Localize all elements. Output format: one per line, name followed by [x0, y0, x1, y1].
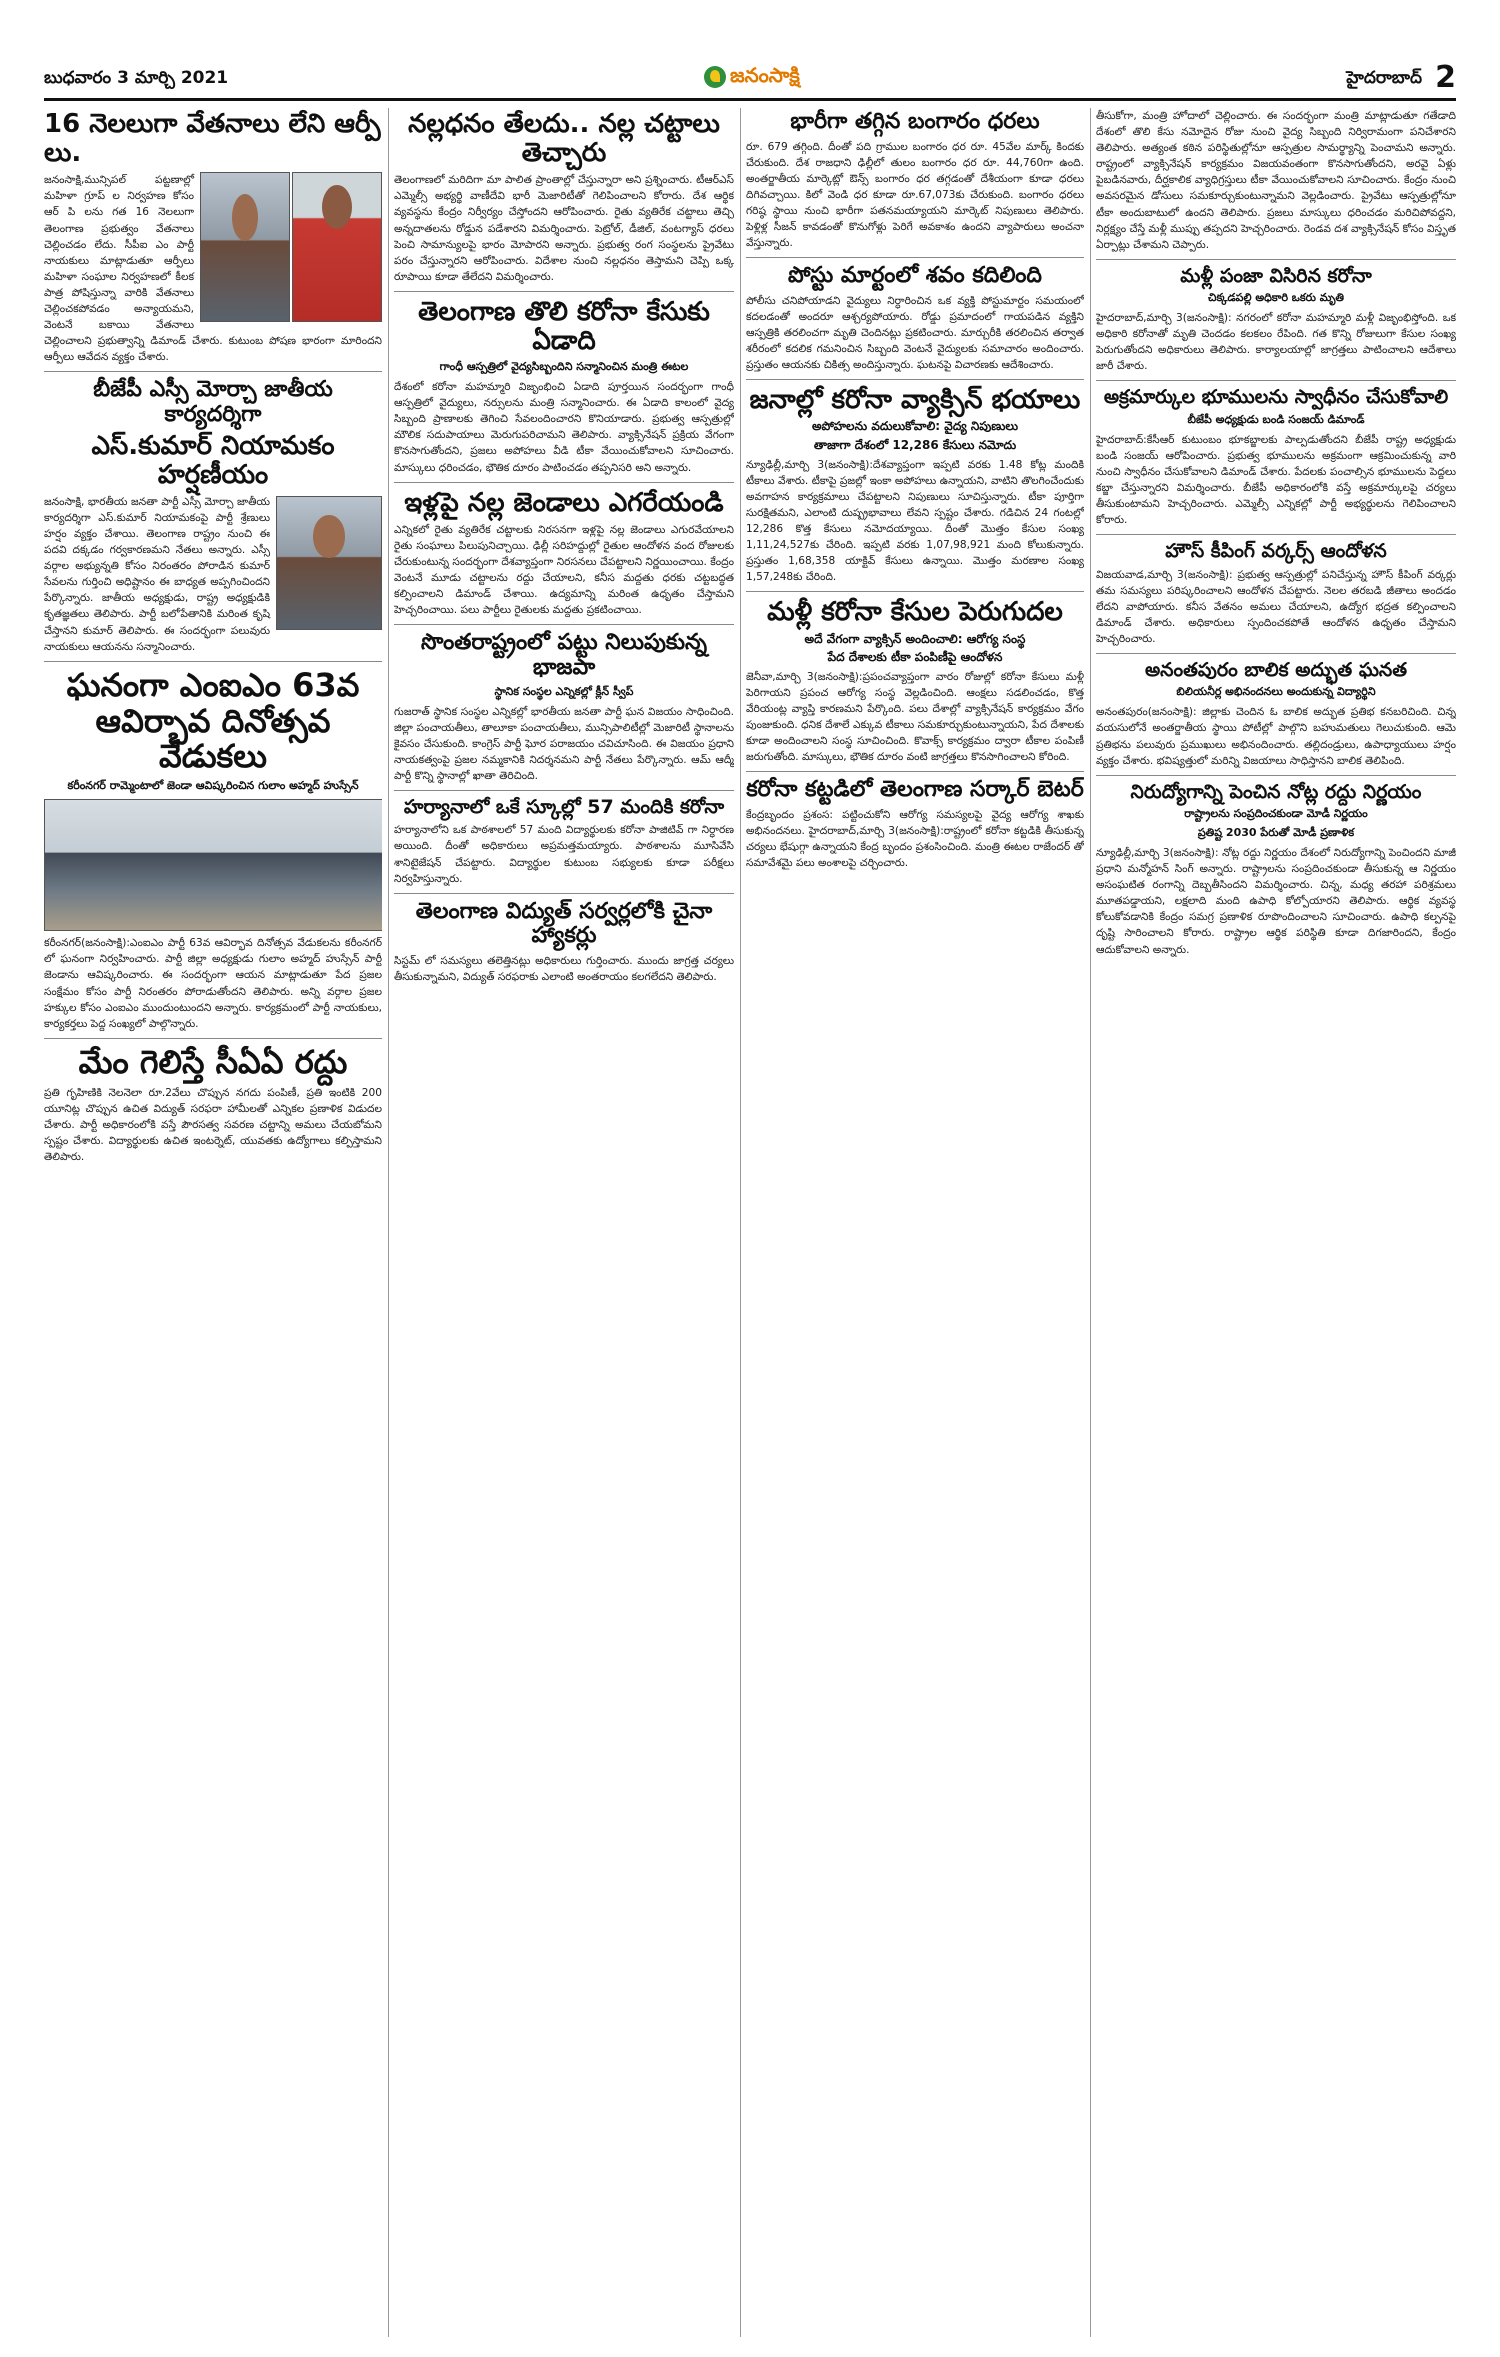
- headline: హౌస్ కీపింగ్ వర్కర్స్ ఆందోళన: [1165, 540, 1387, 563]
- article-body: జెనీవా,మార్చి 3(జనంసాక్షి):ప్రపంచవ్యాప్తంగా వారం రోజుల్లో కరోనా కేసులు మళ్లీ పెరిగాయని ప్రపంచ ఆరోగ్య సంస్థ వెల్లడించింది. ఆంక్షలు సడలించడం, కొత్త వేరియంట్ల వ్యాప్తి కారణమని పేర్కొంది. పలు దేశాల్లో వ్యాక్సినేషన్ కార్యక్రమం వేగం పుంజుకుంది. ధనిక దేశాలే ఎక్కువ టీకాలు సమకూర్చుకుంటున్నాయని, పేద దేశాలకు కూడా అందించాలని సంస్థ సూచించింది. కొవాక్స్ కార్యక్రమం ద్వారా టీకాల పంపిణీ జరుగుతోంది. మాస్కులు, భౌతిక దూరం వంటి జాగ్రత్తలు కొనసాగించాలని కోరింది.: [746, 670, 1084, 764]
- article-body: సిస్టమ్ లో సమస్యలు తలెత్తినట్లు అధికారులు గుర్తించారు. ముందు జాగ్రత్త చర్యలు తీసుకున్నామని, విద్యుత్ సరఫరాకు ఎలాంటి అంతరాయం కలగలేదని తెలిపారు.: [394, 954, 734, 984]
- byline: బిలియనీర్ల అభినందనలు అందుకున్న విద్యార్థిని: [1176, 685, 1376, 699]
- article-bjp-gujarat: [394, 631, 734, 784]
- photo: [292, 172, 382, 322]
- divider: [1096, 653, 1456, 654]
- divider: [394, 482, 734, 483]
- article-body: విజయవాడ,మార్చి 3(జనంసాక్షి): ప్రభుత్వ ఆస్పత్రుల్లో పనిచేస్తున్న హౌస్ కీపింగ్ వర్కర్లు తమ సమస్యలు పరిష్కరించాలని ఆందోళన చేపట్టారు. నెలల తరబడి జీతాలు అందడం లేదని వాపోయారు. కనీస వేతనం అమలు చేయాలని, ఉద్యోగ భద్రత కల్పించాలని డిమాండ్ చేశారు. అధికారులు స్పందించకపోతే ఆందోళన ఉధృతం చేస్తామని హెచ్చరించారు.: [1096, 568, 1456, 645]
- headline: 16 నెలలుగా వేతనాలు లేని ఆర్పీ లు.: [44, 109, 381, 169]
- divider: [746, 257, 1084, 258]
- article-body: న్యూఢిల్లీ,మార్చి 3(జనంసాక్షి): నోట్ల రద్దు నిర్ణయం దేశంలో నిరుద్యోగాన్ని పెంచిందని మాజీ ప్రధాని మన్మోహన్ సింగ్ అన్నారు. రాష్ట్రాలను సంప్రదించకుండా తీసుకున్న ఆ నిర్ణయం అసంఘటిత రంగాన్ని దెబ్బతీసిందని విమర్శించారు. చిన్న, మధ్య తరహా పరిశ్రమలు మూతపడ్డాయని, లక్షలాది మంది ఉపాధి కోల్పోయారని తెలిపారు. ఆర్థిక వ్యవస్థ కోలుకోవడానికి కేంద్రం సమగ్ర ప్రణాళిక రూపొందించాలని సూచించారు. ఉపాధి కల్పనపై దృష్టి సారించాలని కోరారు. రాష్ట్రాల ఆర్థిక పరిస్థితి కూడా దిగజారిందని, కేంద్రం ఆదుకోవాలని అన్నారు.: [1096, 846, 1456, 956]
- subheadline: అదే వేగంగా వ్యాక్సిన్ అందించాలి: ఆరోగ్య సంస్థ: [804, 631, 1026, 646]
- article-body: జనంసాక్షి, భారతీయ జనతా పార్టీ ఎస్సీ మోర్చా జాతీయ కార్యదర్శిగా ఎస్.కుమార్ నియామకంపై పార్టీ శ్రేణులు హర్షం వ్యక్తం చేశాయి. తెలంగాణ రాష్ట్రం నుంచి ఈ పదవి దక్కడం గర్వకారణమని నేతలు అన్నారు. ఎస్సీ వర్గాల అభ్యున్నతి కోసం నిరంతరం పోరాడిన కుమార్ సేవలను గుర్తించి అధిష్టానం ఈ బాధ్యత అప్పగించిందని పేర్కొన్నారు. జాతీయ అధ్యక్షుడు, రాష్ట్ర అధ్యక్షుడికి కృతజ్ఞతలు తెలిపారు. పార్టీ బలోపేతానికి మరింత కృషి చేస్తానని కుమార్ తెలిపారు. ఈ సందర్భంగా పలువురు నాయకులు ఆయనను సన్మానించారు.: [44, 495, 270, 653]
- logo-icon: [704, 66, 726, 88]
- byline: కరీంనగర్ రామ్మెంటాలో జెండా ఆవిష్కరించిన గులాం అహ్మద్ హుస్సేన్: [67, 779, 359, 793]
- headline: బీజేపీ ఎస్సీ మోర్చా జాతీయ కార్యదర్శిగా: [93, 377, 333, 427]
- article-body: ఎన్నికలో రైతు వ్యతిరేక చట్టాలకు నిరసనగా ఇళ్లపై నల్ల జెండాలు ఎగురవేయాలని రైతు సంఘాలు పిలుపునిచ్చాయి. ఢిల్లీ సరిహద్దుల్లో రైతుల ఆందోళన వంద రోజులకు చేరుకుంటున్న సందర్భంగా దేశవ్యాప్తంగా నిరసనలు చేపట్టాలని నిర్ణయించాయి. కేంద్రం వెంటనే మూడు చట్టాలను రద్దు చేయాలని, కనీస మద్దతు ధరకు చట్టబద్ధత కల్పించాలని డిమాండ్ చేశాయి. ఉద్యమాన్ని మరింత ఉధృతం చేస్తామని హెచ్చరించాయి. పలు పార్టీలు రైతులకు మద్దతు ప్రకటించాయి.: [394, 523, 734, 617]
- headline: మళ్లీ పంజా విసిరిన కరోనా: [1180, 264, 1372, 287]
- divider: [394, 291, 734, 292]
- article-body: హర్యానాలోని ఒక పాఠశాలలో 57 మంది విద్యార్థులకు కరోనా పాజిటివ్ గా నిర్ధారణ అయింది. దీంతో అధికారులు అప్రమత్తమయ్యారు. పాఠశాలను మూసివేసి శానిటైజేషన్ చేపట్టారు. విద్యార్థుల కుటుంబ సభ్యులకు కూడా పరీక్షలు నిర్వహిస్తున్నారు.: [394, 824, 734, 885]
- article-continued: [1096, 108, 1456, 253]
- article-caa: [44, 1042, 382, 1165]
- byline: రాష్ట్రాలను సంప్రదించకుండా మోడీ నిర్ణయం: [1184, 806, 1368, 820]
- headline: సొంతరాష్ట్రంలో పట్టు నిలుపుకున్న భాజపా: [421, 630, 707, 680]
- byline: గాంధీ ఆస్పత్రిలో వైద్యసిబ్బందిని సన్మానించిన మంత్రి ఈటల: [439, 360, 689, 374]
- photo: [276, 496, 382, 630]
- headline: అనంతపురం బాలిక అద్భుత ఘనత: [1144, 659, 1408, 682]
- page-number: 2: [1435, 60, 1456, 95]
- article-body: కరీంనగర్(జనంసాక్షి):ఎంఐఎం పార్టీ 63వ ఆవిర్భావ దినోత్సవ వేడుకలను కరీంనగర్ లో ఘనంగా నిర్వహించారు. పార్టీ జిల్లా అధ్యక్షుడు గులాం అహ్మద్ హుస్సేన్ పార్టీ జెండాను ఆవిష్కరించారు. ఈ సందర్భంగా ఆయన మాట్లాడుతూ పేద ప్రజల సంక్షేమం కోసం పార్టీ నిరంతరం పోరాడుతోందని తెలిపారు. అన్ని వర్గాల ప్రజల హక్కుల కోసం ఎంఐఎం ముందుంటుందని అన్నారు. కార్యక్రమంలో పార్టీ నాయకులు, కార్యకర్తలు పెద్ద సంఖ్యలో పాల్గొన్నారు.: [44, 937, 382, 1030]
- article-body: ప్రతి గృహిణికి నెలనెలా రూ.2వేలు చొప్పున నగదు పంపిణీ, ప్రతి ఇంటికి 200 యూనిట్ల చొప్పున ఉచిత విద్యుత్ సరఫరా హామీలతో ఎన్నికల ప్రణాళిక విడుదల చేశారు. పార్టీ అధికారంలోకి వస్తే పౌరసత్వ సవరణ చట్టాన్ని అమలు చేయబోమని స్పష్టం చేశారు. విద్యార్థులకు ఉచిత ఇంటర్నెట్, యువతకు ఉద్యోగాలు కల్పిస్తామని తెలిపారు.: [44, 1086, 382, 1163]
- article-demonetisation: [1096, 782, 1456, 958]
- article-body: కేంద్రబృందం ప్రశంస: పట్టించుకోని ఆరోగ్య సమస్యలపై వైద్య ఆరోగ్య శాఖకు అభినందనలు. హైదరాబాద్,మార్చి 3(జనంసాక్షి):రాష్ట్రంలో కరోనా కట్టడికి తీసుకున్న చర్యలు భేషుగ్గా ఉన్నాయని కేంద్ర బృందం ప్రశంసించింది. మంత్రి ఈటల రాజేందర్ తో సమావేశమై పలు అంశాలపై చర్చించారు.: [746, 808, 1084, 870]
- divider: [1096, 775, 1456, 776]
- headline-line-2: ఎస్.కుమార్ నియామకం హర్షణీయం: [91, 430, 335, 490]
- article-first-covid-case: [394, 298, 734, 476]
- headline: పోస్టు మార్టంలో శవం కదిలింది: [788, 263, 1042, 289]
- issue-date: బుధవారం 3 మార్చి 2021: [44, 68, 229, 88]
- article-body: దేశంలో కరోనా మహమ్మారి విజృంభించి ఏడాది పూర్తయిన సందర్భంగా గాంధీ ఆస్పత్రిలో వైద్యులు, నర్సులను మంత్రి సన్మానించారు. ఈ ఏడాది కాలంలో వైద్య సిబ్బంది ప్రాణాలకు తెగించి సేవలందించారని కొనియాడారు. ప్రభుత్వ ఆస్పత్రుల్లో మౌలిక సదుపాయాలు మెరుగుపరిచామని తెలిపారు. వ్యాక్సినేషన్ ప్రక్రియ వేగంగా కొనసాగుతోందని, ప్రజలు అపోహలు వీడి టీకా వేయించుకోవాలని సూచించారు. మాస్కులు ధరించడం, భౌతిక దూరం పాటించడం తప్పనిసరి అని అన్నారు.: [394, 381, 734, 474]
- article-postmortem: [746, 264, 1084, 373]
- divider: [746, 591, 1084, 592]
- column-separator: [740, 108, 741, 2337]
- divider: [746, 379, 1084, 380]
- photo: [44, 799, 382, 931]
- article-body: పోలీసు చనిపోయాడని వైద్యులు నిర్ధారించిన ఒక వ్యక్తి పోస్టుమార్టం సమయంలో కదలడంతో అందరూ ఆశ్చర్యపోయారు. రోడ్డు ప్రమాదంలో గాయపడిన వ్యక్తిని ఆస్పత్రికి తరలించగా మృతి చెందినట్లు ప్రకటించారు. మార్చురీకి తరలించిన తర్వాత శరీరంలో కదలిక గమనించిన సిబ్బంది వెంటనే వైద్యులకు సమాచారం అందించారు. ప్రస్తుతం ఆయనకు చికిత్స అందిస్తున్నారు. ఘటనపై విచారణకు ఆదేశించారు.: [746, 294, 1084, 372]
- byline-2: ప్రతిష్ట 2030 పేరుతో మోడీ ప్రణాళిక: [1197, 825, 1355, 839]
- article-body: రూ. 679 తగ్గింది. దీంతో పది గ్రాముల బంగారం ధర రూ. 45వేల మార్క్ కిందకు చేరుకుంది. దేశ రాజధాని ఢిల్లీలో తులం బంగారం ధర రూ. 44,760గా ఉంది. అంతర్జాతీయ మార్కెట్లో ఔన్స్ బంగారం ధర తగ్గడంతో దేశీయంగా కూడా ధరలు దిగివచ్చాయి. కిలో వెండి ధర కూడా రూ.67,073కు చేరుకుంది. బంగారం ధరలు గరిష్ఠ స్థాయి నుంచి భారీగా పతనమయ్యాయని మార్కెట్ నిపుణులు తెలిపారు. పెళ్లిళ్ల సీజన్ కావడంతో కొనుగోళ్లు పెరిగే అవకాశం ఉందని వ్యాపారులు అంచనా వేస్తున్నారు.: [746, 140, 1084, 250]
- headline: తెలంగాణ తొలి కరోనా కేసుకు ఏడాది: [418, 296, 710, 356]
- headline: నల్లధనం తేలదు.. నల్ల చట్టాలు తెచ్చారు: [408, 109, 720, 169]
- masthead-logo: [704, 62, 800, 92]
- subheadline: అపోహలను వదులుకోవాలి: వైద్య నిపుణులు: [811, 419, 1019, 434]
- column-1: [44, 108, 382, 2337]
- headline: మళ్లీ కరోనా కేసుల పెరుగుదల: [767, 597, 1063, 628]
- divider: [394, 790, 734, 791]
- article-covid-rise: [746, 598, 1084, 765]
- article-body: అనంతపురం(జనంసాక్షి): జిల్లాకు చెందిన ఓ బాలిక అద్భుత ప్రతిభ కనబరిచింది. చిన్న వయసులోనే అంతర్జాతీయ స్థాయి పోటీల్లో పాల్గొని బహుమతులు గెలుచుకుంది. ఆమె ప్రతిభను పలువురు ప్రముఖులు అభినందించారు. తల్లిదండ్రులు, ఉపాధ్యాయులు హర్షం వ్యక్తం చేశారు. భవిష్యత్తులో మరిన్ని విజయాలు సాధిస్తానని బాలిక తెలిపింది.: [1096, 706, 1456, 767]
- logo-text: జనంసాక్షి: [730, 62, 800, 87]
- header-rule: [44, 98, 1456, 101]
- divider: [746, 771, 1084, 772]
- headline: ఇళ్లపై నల్ల జెండాలు ఎగరేయండి: [404, 487, 724, 518]
- article-body: తెలంగాణలో మరిదిగా మా పాలిత ప్రాంతాల్లో చేస్తున్నారా అని ప్రశ్నించారు. టీఆర్ఎస్ ఎమ్మెల్సీ అభ్యర్థి వాణీదేవి భారీ మెజారిటీతో గెలిపించాలని కోరారు. దేశ ఆర్థిక వ్యవస్థను కేంద్రం నిర్వీర్యం చేస్తోందని ఆరోపించారు. రైతు వ్యతిరేక చట్టాలు తెచ్చి అన్నదాతలను రోడ్డున పడేశారని విమర్శించారు. పెట్రోల్, డీజిల్, వంటగ్యాస్ ధరలు పెంచి సామాన్యులపై భారం మోపారని అన్నారు. ప్రభుత్వ రంగ సంస్థలను ప్రైవేటు పరం చేస్తున్నారని ఆరోపించారు. విదేశాల నుంచి నల్లధనం తెస్తామని చెప్పి ఒక్క రూపాయి కూడా తేలేదని విమర్శించారు.: [394, 174, 734, 283]
- column-3: [746, 108, 1084, 2337]
- article-mim-anniversary: [44, 665, 382, 1032]
- divider: [44, 1038, 382, 1039]
- column-2: [394, 108, 734, 2337]
- article-covid-again: [1096, 266, 1456, 375]
- article-bjp-sc-morcha: [44, 378, 382, 654]
- headline: మేం గెలిస్తే సీఏఏ రద్దు: [78, 1042, 348, 1081]
- column-4: [1096, 108, 1456, 2337]
- headline: ఘనంగా ఎంఐఎం 63వ ఆవిర్భావ దినోత్సవ వేడుకలు: [66, 665, 360, 776]
- byline: బీజేపీ అధ్యక్షుడు బండి సంజయ్ డిమాండ్: [1187, 412, 1365, 426]
- headline: భారీగా తగ్గిన బంగారం ధరలు: [790, 109, 1040, 134]
- article-body: న్యూఢిల్లీ,మార్చి 3(జనంసాక్షి):దేశవ్యాప్తంగా ఇప్పటి వరకు 1.48 కోట్ల మందికి టీకాలు వేశారు. టీకాపై ప్రజల్లో ఇంకా అపోహలు ఉన్నాయని, వాటిని తొలగించేందుకు అవగాహన కార్యక్రమాలు చేపట్టాలని నిపుణులు సూచిస్తున్నారు. టీకా పూర్తిగా సురక్షితమని, ఎలాంటి దుష్ప్రభావాలు లేవని స్పష్టం చేశారు. గడిచిన 24 గంటల్లో 12,286 కొత్త కేసులు నమోదయ్యాయి. దీంతో మొత్తం కేసుల సంఖ్య 1,11,24,527కు చేరింది. ఇప్పటి వరకు 1,07,98,921 మంది కోలుకున్నారు. ప్రస్తుతం 1,68,358 యాక్టివ్ కేసులు ఉన్నాయి. మొత్తం మరణాల సంఖ్య 1,57,248కు చేరింది.: [746, 458, 1084, 584]
- divider: [394, 624, 734, 625]
- article-body: గుజరాత్ స్థానిక సంస్థల ఎన్నికల్లో భారతీయ జనతా పార్టీ ఘన విజయం సాధించింది. జిల్లా పంచాయతీలు, తాలూకా పంచాయతీలు, మున్సిపాలిటీల్లో మెజారిటీ స్థానాలను కైవసం చేసుకుంది. కాంగ్రెస్ పార్టీ ఘోర పరాజయం చవిచూసింది. ఈ విజయం ప్రధాని నాయకత్వంపై ప్రజల నమ్మకానికి నిదర్శనమని పార్టీ నేతలు పేర్కొన్నారు. ఆమ్ ఆద్మీ పార్టీ కొన్ని స్థానాల్లో ఖాతా తెరిచింది.: [394, 705, 734, 782]
- page-header: [44, 62, 1456, 96]
- article-land-grab: [1096, 387, 1456, 528]
- article-anantapur-girl: [1096, 660, 1456, 769]
- article-body: తీసుకోగా, మంత్రి హోదాలో చెల్లించారు. ఈ సందర్భంగా మంత్రి మాట్లాడుతూ గతేడాది దేశంలో తొలి కేసు నమోదైన రోజు నుంచి వైద్య సిబ్బంది నిర్విరామంగా పనిచేశారని తెలిపారు. అత్యంత కఠిన పరిస్థితుల్లోనూ ఆస్పత్రుల సామర్థ్యాన్ని పెంచామని అన్నారు. రాష్ట్రంలో వ్యాక్సినేషన్ కార్యక్రమం విజయవంతంగా కొనసాగుతోందని, అరవై ఏళ్లు పైబడినవారు, దీర్ఘకాలిక వ్యాధిగ్రస్తులు టీకా వేయించుకోవాలని సూచించారు. కేంద్రం నుంచి అవసరమైన డోసులు సమకూర్చుకుంటున్నామని వెల్లడించారు. ప్రైవేటు ఆస్పత్రుల్లోనూ టీకా అందుబాటులో ఉందని తెలిపారు. ప్రజలు మాస్కులు ధరించడం మరిచిపోవద్దని, నిర్లక్ష్యం చేస్తే మళ్లీ ముప్పు తప్పదని హెచ్చరించారు. రెండవ దశ వ్యాక్సినేషన్ కోసం విస్తృత ఏర్పాట్లు చేశామని చెప్పారు.: [1096, 110, 1456, 251]
- divider: [1096, 534, 1456, 535]
- subheadline-2: తాజాగా దేశంలో 12,286 కేసులు నమోదు: [813, 438, 1017, 453]
- headline: నిరుద్యోగాన్ని పెంచిన నోట్ల రద్దు నిర్ణయం: [1130, 780, 1422, 803]
- edition-city: హైదరాబాద్: [1346, 68, 1422, 88]
- article-body: హైదరాబాద్:కేసీఆర్ కుటుంబం భూకబ్జాలకు పాల్పడుతోందని బీజేపీ రాష్ట్ర అధ్యక్షుడు బండి సంజయ్ ఆరోపించారు. ప్రభుత్వ భూములను అక్రమంగా ఆక్రమించుకున్న వారి నుంచి స్వాధీనం చేసుకోవాలని డిమాండ్ చేశారు. పేదలకు పంచాల్సిన భూములను పెద్దలు కబ్జా చేస్తున్నారని విమర్శించారు. బీజేపీ అధికారంలోకి వస్తే అక్రమార్కులపై చర్యలు తీసుకుంటామని హెచ్చరించారు. ఎమ్మెల్సీ ఎన్నికల్లో పార్టీ అభ్యర్థులను గెలిపించాలని కోరారు.: [1096, 433, 1456, 527]
- headline: కరోనా కట్టడిలో తెలంగాణ సర్కార్ బెటర్: [746, 777, 1084, 803]
- article-housekeeping: [1096, 541, 1456, 647]
- headline: హర్యానాలో ఒకే స్కూల్లో 57 మందికి కరోనా: [403, 796, 725, 819]
- column-separator: [388, 108, 389, 2337]
- headline: తెలంగాణ విద్యుత్ సర్వర్లలోకి చైనా హ్యాకర్లు: [415, 898, 713, 949]
- article-black-money: [394, 110, 734, 285]
- byline: స్థానిక సంస్థల ఎన్నికల్లో క్లీన్ స్వీప్: [494, 684, 634, 698]
- article-power-hackers: [394, 900, 734, 985]
- column-separator: [1090, 108, 1091, 2337]
- article-body: జనంసాక్షి,మున్సిపల్ పట్టణాల్లో మహిళా గ్రూప్ ల నిర్వహణ కోసం ఆర్ పి లను గత 16 నెలలుగా తెలంగాణ ప్రభుత్వం వేతనాలు చెల్లించడం లేదు. సీపీఐ ఎం పార్టీ నాయకులు మాట్లాడుతూ ఆర్పీలు మహిళా సంఘాల నిర్వహణలో కీలక పాత్ర పోషిస్తున్నా వారికి వేతనాలు చెల్లించకపోవడం అన్యాయమని, వెంటనే బకాయి వేతనాలు చెల్లించాలని ప్రభుత్వాన్ని డిమాండ్ చేశారు. కుటుంబ పోషణ భారంగా మారిందని ఆర్పీలు ఆవేదన వ్యక్తం చేశారు.: [44, 174, 382, 364]
- article-black-flags: [394, 489, 734, 619]
- article-rp-salaries: [44, 110, 382, 365]
- article-telangana-covid: [746, 778, 1084, 871]
- headline: అక్రమార్కుల భూములను స్వాధీనం చేసుకోవాలి: [1103, 386, 1449, 409]
- headline: జనాల్లో కరోనా వ్యాక్సిన్ భయాలు: [749, 385, 1081, 416]
- subheadline-2: పేద దేశాలకు టీకా పంపిణీపై ఆందోళన: [827, 650, 1003, 665]
- article-haryana-school: [394, 797, 734, 887]
- divider: [394, 893, 734, 894]
- divider: [1096, 380, 1456, 381]
- divider: [44, 371, 382, 372]
- article-photos: [200, 172, 382, 322]
- article-vaccine-fears: [746, 386, 1084, 585]
- byline: చిక్కడపల్లి అధికారి ఒకరు మృతి: [1208, 291, 1344, 305]
- divider: [44, 661, 382, 662]
- divider: [1096, 259, 1456, 260]
- photo: [200, 172, 290, 322]
- article-gold-prices: [746, 110, 1084, 251]
- article-body: హైదరాబాద్,మార్చి 3(జనంసాక్షి): నగరంలో కరోనా మహమ్మారి మళ్లీ విజృంభిస్తోంది. ఒక అధికారి కరోనాతో మృతి చెందడం కలకలం రేపింది. గత కొన్ని రోజులుగా కేసుల సంఖ్య పెరుగుతోందని అధికారులు తెలిపారు. కార్యాలయాల్లో జాగ్రత్తలు పాటించాలని ఆదేశాలు జారీ చేశారు.: [1096, 312, 1456, 373]
